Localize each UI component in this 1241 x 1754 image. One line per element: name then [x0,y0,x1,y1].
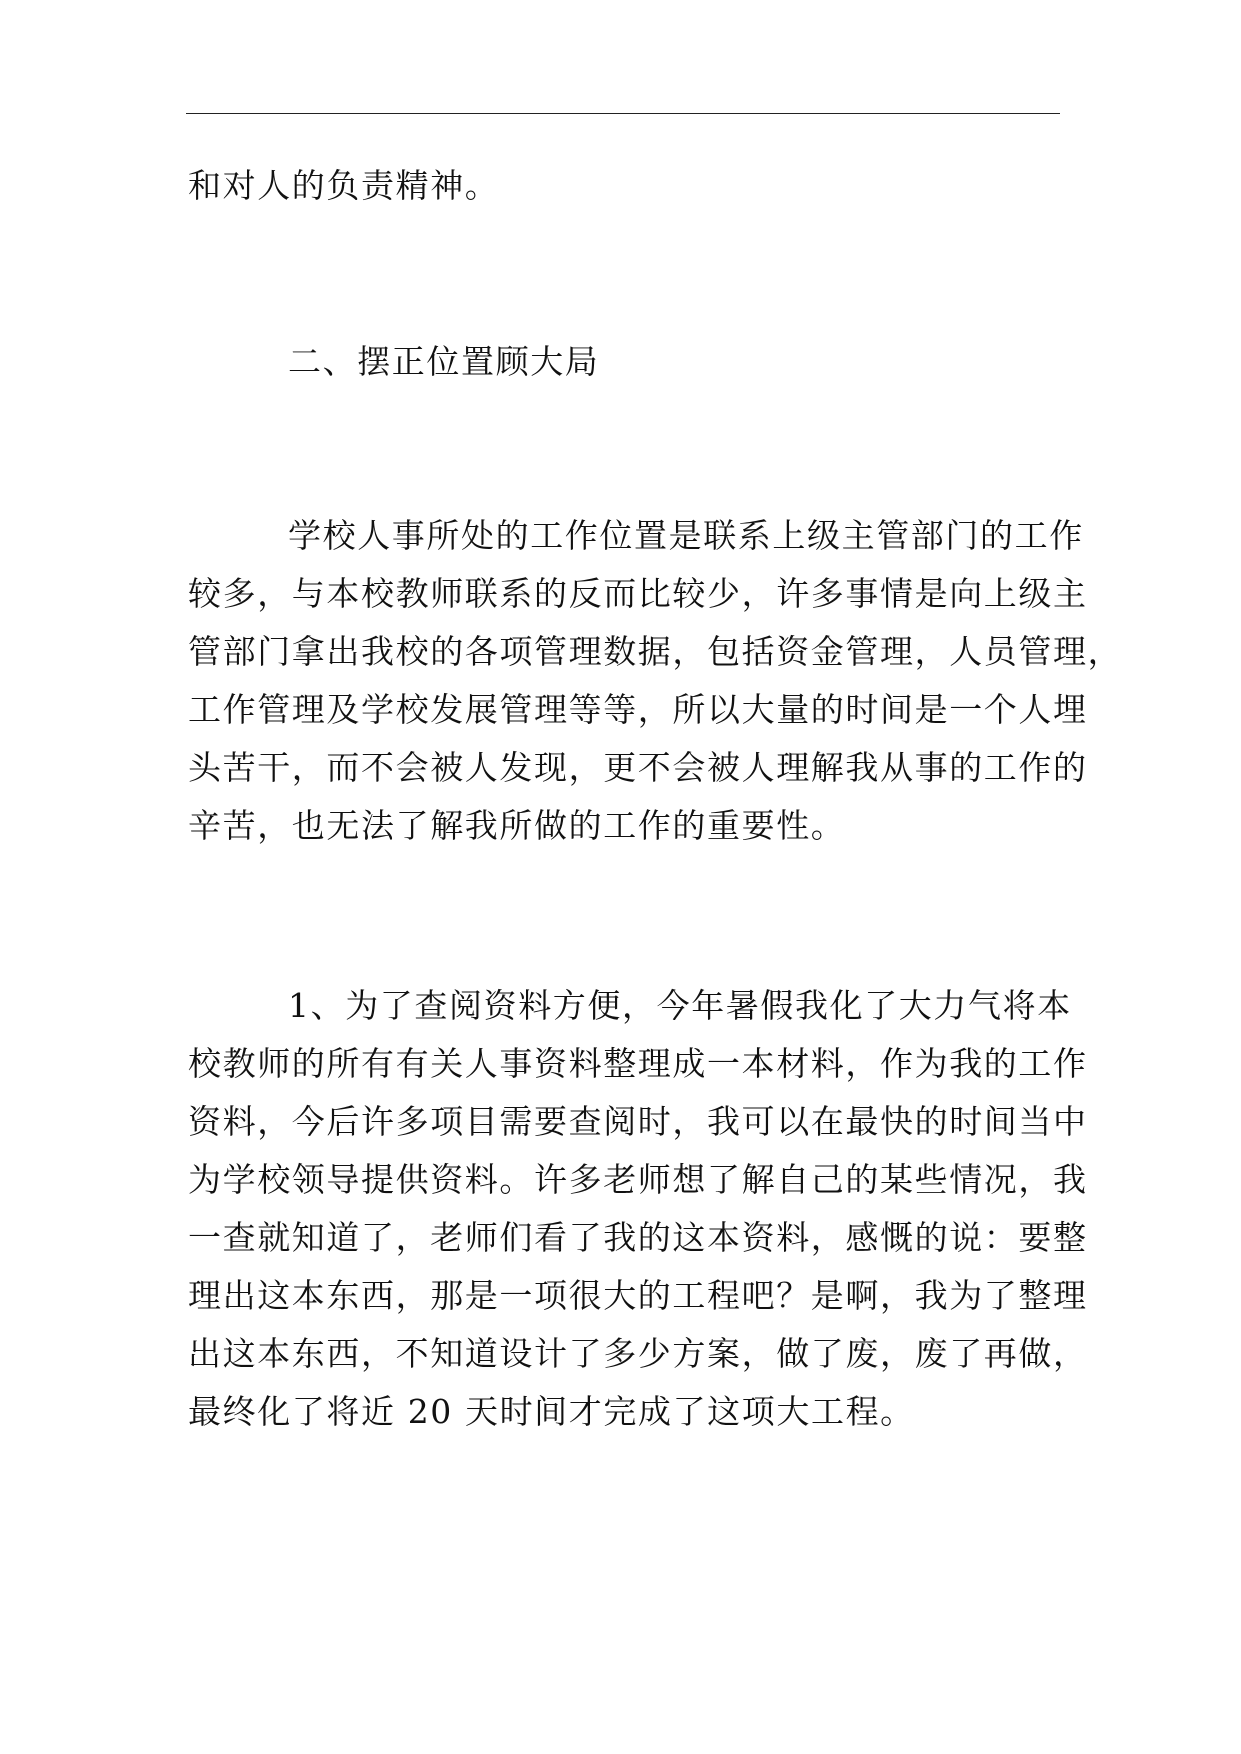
text-line: 学校人事所处的工作位置是联系上级主管部门的工作 [288,516,1084,555]
text-line: 工作管理及学校发展管理等等，所以大量的时间是一个人埋 [188,690,1088,729]
text-line: 1、为了查阅资料方便，今年暑假我化了大力气将本 [288,986,1072,1025]
paragraph-work-position [188,507,1123,855]
paragraph-item-1 [188,977,1088,1441]
text-line: 一查就知道了，老师们看了我的这本资料，感慨的说：要整 [188,1218,1088,1257]
text-line: 辛苦，也无法了解我所做的工作的重要性。 [188,806,846,845]
text-line: 资料，今后许多项目需要查阅时，我可以在最快的时间当中 [188,1102,1088,1141]
section-heading [188,333,1062,391]
text-line: 最终化了将近 20 天时间才完成了这项大工程。 [188,1392,915,1431]
text-line: 为学校领导提供资料。许多老师想了解自己的某些情况，我 [188,1160,1088,1199]
text-line: 头苦干，而不会被人发现，更不会被人理解我从事的工作的 [188,748,1088,787]
text-line: 和对人的负责精神。 [188,166,500,205]
paragraph-continuation [188,157,1062,215]
text-line: 较多，与本校教师联系的反而比较少，许多事情是向上级主 [188,574,1088,613]
text-line: 二、摆正位置顾大局 [288,342,600,381]
text-line: 校教师的所有有关人事资料整理成一本材料，作为我的工作 [188,1044,1088,1083]
header-rule [186,113,1060,114]
text-line: 理出这本东西，那是一项很大的工程吧？是啊，我为了整理 [188,1276,1088,1315]
text-line: 出这本东西，不知道设计了多少方案，做了废，废了再做， [188,1334,1088,1373]
text-line: 管部门拿出我校的各项管理数据，包括资金管理，人员管理， [188,632,1123,671]
